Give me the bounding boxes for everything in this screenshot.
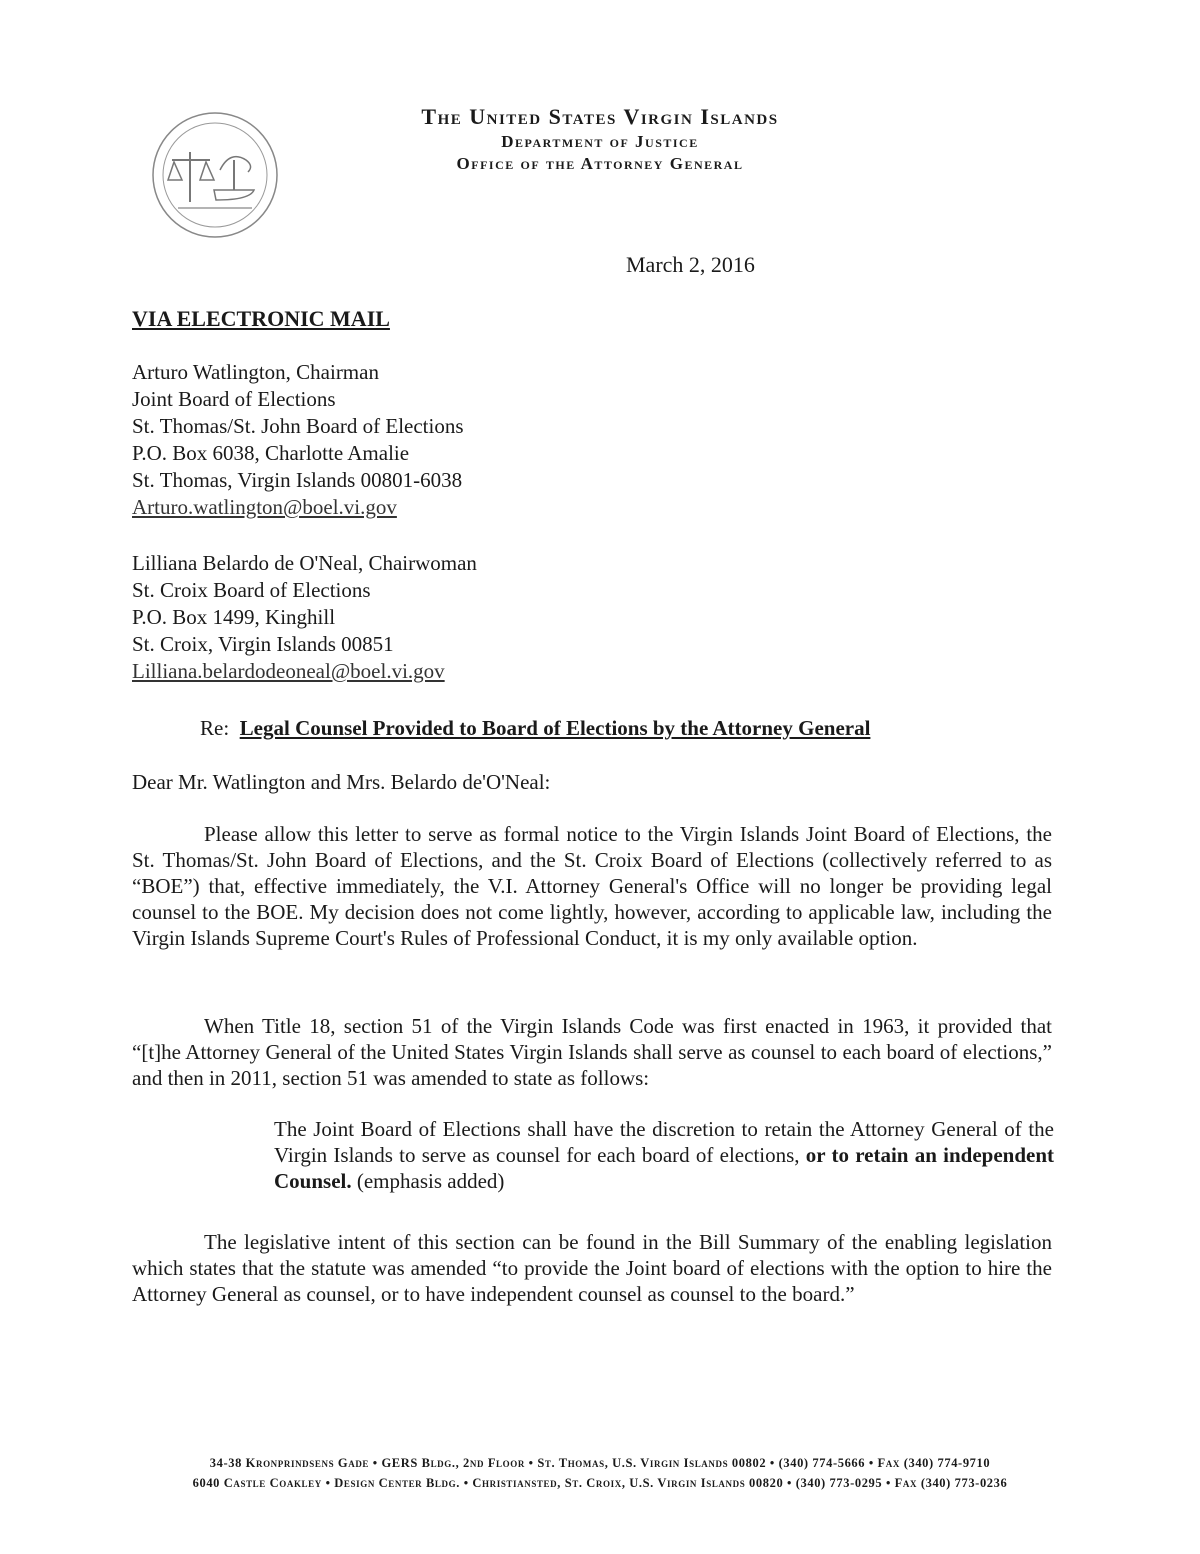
letterhead-footer xyxy=(50,1453,1150,1493)
statute-quote xyxy=(274,1116,1054,1194)
address-line: Joint Board of Elections xyxy=(132,387,336,411)
subject-label: Re: xyxy=(200,716,230,740)
delivery-method: VIA ELECTRONIC MAIL xyxy=(132,306,390,331)
footer-address-st-thomas: 34-38 Kronprindsens Gade • GERS Bldg., 2nd Floor • St. Thomas, U.S. Virgin Islands 00802 • (340) 774-5666 • Fax (340) 774-9710 xyxy=(209,1456,991,1470)
recipient-address-2 xyxy=(132,550,477,685)
quote-note: (emphasis added) xyxy=(356,1169,505,1193)
recipient-email-link[interactable]: Lilliana.belardodeoneal@boel.vi.gov xyxy=(132,659,445,683)
body-paragraph-2: When Title 18, section 51 of the Virgin Islands Code was first enacted in 1963, it provided that “[t]he Attorney General of the United States Virgin Islands shall serve as counsel to each board of elections,” and then in 2011, section 51 was amended to state as follows: xyxy=(132,1014,1052,1090)
address-line: P.O. Box 1499, Kinghill xyxy=(132,605,336,629)
body-paragraph-1: Please allow this letter to serve as formal notice to the Virgin Islands Joint Board of Elections, the St. Thomas/St. John Board of Elections, and the St. Croix Board of Elections (collectively referred to as “BOE”) that, effective immediately, the V.I. Attorney General's Office will no longer be providing legal counsel to the BOE. My decision does not come lightly, however, according to applicable law, including the Virgin Islands Supreme Court's Rules of Professional Conduct, it is my only available option. xyxy=(132,822,1052,950)
letterhead-title: The United States Virgin Islands xyxy=(421,104,779,129)
letterhead-department: Department of Justice xyxy=(501,132,699,151)
recipient-address-1 xyxy=(132,359,464,521)
letterhead xyxy=(330,104,870,174)
body-paragraph-3: The legislative intent of this section can be found in the Bill Summary of the enabling legislation which states that the statute was amended “to provide the Joint board of elections with the option to hire the Attorney General as counsel, or to have independent counsel as counsel to the board.” xyxy=(132,1230,1052,1306)
address-line: Lilliana Belardo de O'Neal, Chairwoman xyxy=(132,551,477,575)
subject-line xyxy=(200,716,870,741)
salutation: Dear Mr. Watlington and Mrs. Belardo de'O'Neal: xyxy=(132,770,551,794)
address-line: St. Croix, Virgin Islands 00851 xyxy=(132,632,394,656)
letterhead-office: Office of the Attorney General xyxy=(456,154,744,173)
address-line: Arturo Watlington, Chairman xyxy=(132,360,379,384)
address-line: St. Croix Board of Elections xyxy=(132,578,371,602)
address-line: St. Thomas/St. John Board of Elections xyxy=(132,414,464,438)
footer-address-st-croix: 6040 Castle Coakley • Design Center Bldg. • Christiansted, St. Croix, U.S. Virgin Islands 00820 • (340) 773-0295 • Fax (340) 773-0236 xyxy=(192,1476,1008,1490)
letter-date: March 2, 2016 xyxy=(626,252,755,277)
quote-text: The Joint Board of Elections shall have the discretion to retain the Attorney General of the Virgin Islands to serve as counsel for each board of elections, xyxy=(274,1117,1054,1167)
address-line: St. Thomas, Virgin Islands 00801-6038 xyxy=(132,468,463,492)
department-seal-icon xyxy=(150,110,280,240)
recipient-email-link[interactable]: Arturo.watlington@boel.vi.gov xyxy=(132,495,397,519)
quote-emphasis: or to retain an independent Counsel. xyxy=(274,1143,1055,1193)
subject-text: Legal Counsel Provided to Board of Elections by the Attorney General xyxy=(239,716,871,740)
address-line: P.O. Box 6038, Charlotte Amalie xyxy=(132,441,410,465)
